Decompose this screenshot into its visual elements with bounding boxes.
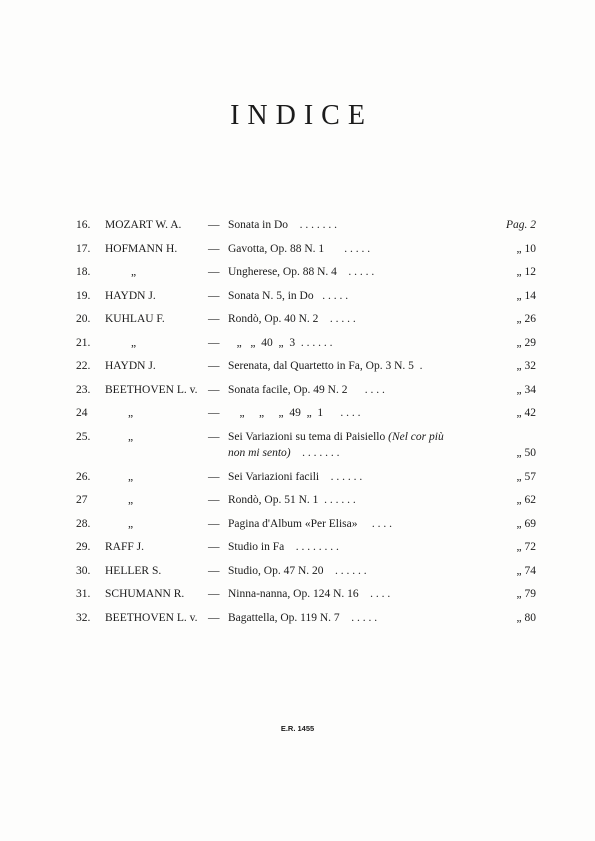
entry-leader-dots: . . . . . . bbox=[330, 470, 363, 483]
entry-leader-dots: . . . . . bbox=[329, 313, 356, 325]
index-entry bbox=[76, 406, 536, 430]
entry-dash: — bbox=[208, 336, 220, 349]
entry-work bbox=[228, 587, 488, 601]
entry-number: 20. bbox=[76, 313, 91, 325]
entry-work bbox=[228, 383, 488, 397]
entry-composer: BEETHOVEN L. v. bbox=[105, 611, 198, 624]
entry-work-title: Bagattella, Op. 119 N. 7 bbox=[228, 611, 340, 624]
entry-composer: RAFF J. bbox=[105, 541, 144, 553]
entry-page-number: „ 79 bbox=[516, 588, 536, 600]
entry-composer: SCHUMANN R. bbox=[105, 588, 185, 600]
entry-work-title: Gavotta, Op. 88 N. 1 bbox=[228, 242, 325, 255]
entry-composer: KUHLAU F. bbox=[105, 313, 165, 325]
entry-work-subtitle: (Nel cor più bbox=[388, 430, 444, 443]
entry-composer: „ bbox=[131, 266, 137, 278]
entry-page-number: „ 12 bbox=[516, 266, 536, 278]
entry-work bbox=[228, 289, 488, 303]
entry-dash: — bbox=[208, 266, 220, 278]
entry-number: 28. bbox=[76, 517, 91, 530]
entry-number: 22. bbox=[76, 360, 91, 372]
entry-page-number: „ 10 bbox=[516, 242, 536, 255]
entry-work bbox=[228, 430, 493, 444]
entry-work bbox=[228, 406, 488, 420]
entry-page-number: „ 50 bbox=[516, 446, 536, 459]
entry-leader-dots: . . . . . . bbox=[335, 564, 367, 577]
entry-number: 18. bbox=[76, 266, 91, 278]
publisher-plate-number: E.R. 1455 bbox=[280, 724, 315, 733]
entry-number: 25. bbox=[76, 430, 91, 443]
entry-work-subtitle-cont: non mi sento) bbox=[228, 446, 291, 459]
index-entry bbox=[76, 611, 536, 635]
entry-dash: — bbox=[208, 541, 220, 553]
entry-dash: — bbox=[208, 360, 220, 372]
entry-dash: — bbox=[208, 242, 220, 255]
entry-number: 27 bbox=[76, 494, 88, 506]
entry-composer: BEETHOVEN L. v. bbox=[105, 383, 198, 396]
entry-leader-dots: . . . . . . . . bbox=[295, 541, 339, 553]
index-entry bbox=[76, 359, 536, 383]
entry-work-title: Sonata N. 5, in Do bbox=[228, 289, 314, 302]
index-entry bbox=[76, 218, 536, 242]
index-entry bbox=[76, 517, 536, 541]
entry-composer: „ bbox=[128, 430, 134, 443]
entry-work bbox=[228, 517, 488, 531]
entry-number: 32. bbox=[76, 611, 91, 624]
index-entry bbox=[76, 587, 536, 611]
entry-composer: HOFMANN H. bbox=[105, 242, 178, 255]
index-entry bbox=[76, 336, 536, 360]
entry-leader-dots: . . . . bbox=[370, 588, 391, 600]
entry-work bbox=[228, 242, 488, 256]
entry-page-number: „ 26 bbox=[516, 313, 536, 325]
entry-work bbox=[228, 336, 488, 350]
entry-work-title: Rondò, Op. 40 N. 2 bbox=[228, 313, 319, 325]
index-entry bbox=[76, 540, 536, 564]
entry-work-title: „ „ 40 „ 3 bbox=[236, 336, 296, 349]
entry-page-number: „ 42 bbox=[516, 407, 536, 419]
entry-leader-dots: . . . . . . bbox=[324, 494, 356, 506]
entry-dash: — bbox=[208, 383, 220, 396]
entry-page-number: „ 32 bbox=[516, 360, 536, 372]
entry-leader-dots: . . . . bbox=[364, 383, 385, 396]
entry-page-number: „ 72 bbox=[516, 541, 536, 553]
index-entry bbox=[76, 564, 536, 588]
entry-work-title: Studio, Op. 47 N. 20 bbox=[228, 564, 324, 577]
index-entry bbox=[76, 312, 536, 336]
entry-page-number: „ 34 bbox=[516, 383, 536, 396]
entry-dash: — bbox=[208, 517, 220, 530]
entry-page-number: „ 14 bbox=[516, 289, 536, 302]
entry-number: 29. bbox=[76, 541, 91, 553]
entry-work bbox=[228, 312, 488, 326]
entry-composer: MOZART W. A. bbox=[105, 219, 182, 231]
entry-work bbox=[228, 265, 488, 279]
entry-leader-dots: . . . . . . . bbox=[302, 446, 340, 459]
index-entry bbox=[76, 493, 536, 517]
entry-work-title: Sonata facile, Op. 49 N. 2 bbox=[228, 383, 348, 396]
entry-dash: — bbox=[208, 430, 220, 443]
entry-number: 26. bbox=[76, 470, 91, 483]
entry-leader-dots: . . . . . bbox=[348, 266, 375, 278]
entry-dash: — bbox=[208, 611, 220, 624]
entry-work-title: Ungherese, Op. 88 N. 4 bbox=[228, 266, 337, 278]
entry-dash: — bbox=[208, 564, 220, 577]
entry-number: 17. bbox=[76, 242, 91, 255]
entry-work bbox=[228, 470, 488, 484]
entry-number: 23. bbox=[76, 383, 91, 396]
entry-leader-dots: . . . . . bbox=[344, 242, 371, 255]
entry-leader-dots: . . . . . bbox=[351, 611, 378, 624]
entry-page-number: „ 69 bbox=[516, 517, 536, 530]
entry-page-number: „ 74 bbox=[516, 564, 536, 577]
entry-work-title: Pagina d'Album «Per Elisa» bbox=[228, 517, 358, 530]
entry-number: 30. bbox=[76, 564, 91, 577]
entry-work bbox=[228, 359, 493, 373]
entry-number: 31. bbox=[76, 588, 91, 600]
entry-work-title: Sei Variazioni facili bbox=[228, 470, 320, 483]
index-entry bbox=[76, 383, 536, 407]
entry-leader-dots: . . . . . . . bbox=[299, 219, 337, 231]
index-entry bbox=[76, 430, 536, 470]
entry-work-title: „ „ „ 49 „ 1 bbox=[239, 407, 324, 419]
entry-work bbox=[228, 540, 488, 554]
entry-composer: „ bbox=[128, 470, 134, 483]
entry-number: 16. bbox=[76, 219, 91, 231]
entry-page-number: „ 57 bbox=[516, 470, 536, 483]
entry-leader-dots: . . . . . . bbox=[300, 336, 333, 349]
index-entry bbox=[76, 265, 536, 289]
entry-work bbox=[228, 611, 488, 625]
entry-composer: „ bbox=[128, 407, 134, 419]
entry-composer: „ bbox=[128, 494, 134, 506]
entry-dash: — bbox=[208, 494, 220, 506]
entry-dash: — bbox=[208, 470, 220, 483]
entry-dash: — bbox=[208, 289, 220, 302]
entry-composer: HAYDN J. bbox=[105, 289, 156, 302]
entry-page-number: Pag. 2 bbox=[505, 219, 536, 231]
entry-composer: HAYDN J. bbox=[105, 360, 156, 372]
entry-number: 24 bbox=[76, 407, 88, 419]
entry-dash: — bbox=[208, 219, 220, 231]
entry-number: 21. bbox=[76, 336, 91, 349]
entry-work-title: Sonata in Do bbox=[228, 219, 289, 231]
entry-composer: „ bbox=[128, 517, 134, 530]
entry-page-number: „ 62 bbox=[516, 494, 536, 506]
entry-leader-dots: . . . . bbox=[340, 407, 361, 419]
index-entry bbox=[76, 289, 536, 313]
entry-leader-dots: . bbox=[419, 360, 423, 372]
index-entry bbox=[76, 242, 536, 266]
entry-dash: — bbox=[208, 407, 220, 419]
entry-dash: — bbox=[208, 588, 220, 600]
entry-work-title: Rondò, Op. 51 N. 1 bbox=[228, 494, 319, 506]
entry-work-continuation bbox=[228, 446, 339, 460]
page-title: INDICE bbox=[230, 100, 373, 131]
entry-work-title: Serenata, dal Quartetto in Fa, Op. 3 N. 5 bbox=[228, 360, 414, 372]
index-entry bbox=[76, 470, 536, 494]
entry-composer: „ bbox=[131, 336, 137, 349]
entry-number: 19. bbox=[76, 289, 91, 302]
entry-work bbox=[228, 218, 488, 232]
entry-page bbox=[506, 218, 536, 232]
entry-work-title: Sei Variazioni su tema di Paisiello bbox=[228, 430, 386, 443]
entry-work bbox=[228, 493, 488, 507]
entry-dash: — bbox=[208, 313, 220, 325]
entry-page-number: „ 80 bbox=[516, 611, 536, 624]
entry-page-number: „ 29 bbox=[516, 336, 536, 349]
entry-composer: HELLER S. bbox=[105, 564, 162, 577]
entry-leader-dots: . . . . . bbox=[322, 289, 349, 302]
index-table bbox=[76, 218, 536, 634]
entry-work-title: Studio in Fa bbox=[228, 541, 285, 553]
entry-leader-dots: . . . . bbox=[371, 517, 393, 530]
entry-work-title: Ninna-nanna, Op. 124 N. 16 bbox=[228, 588, 359, 600]
entry-work bbox=[228, 564, 488, 578]
